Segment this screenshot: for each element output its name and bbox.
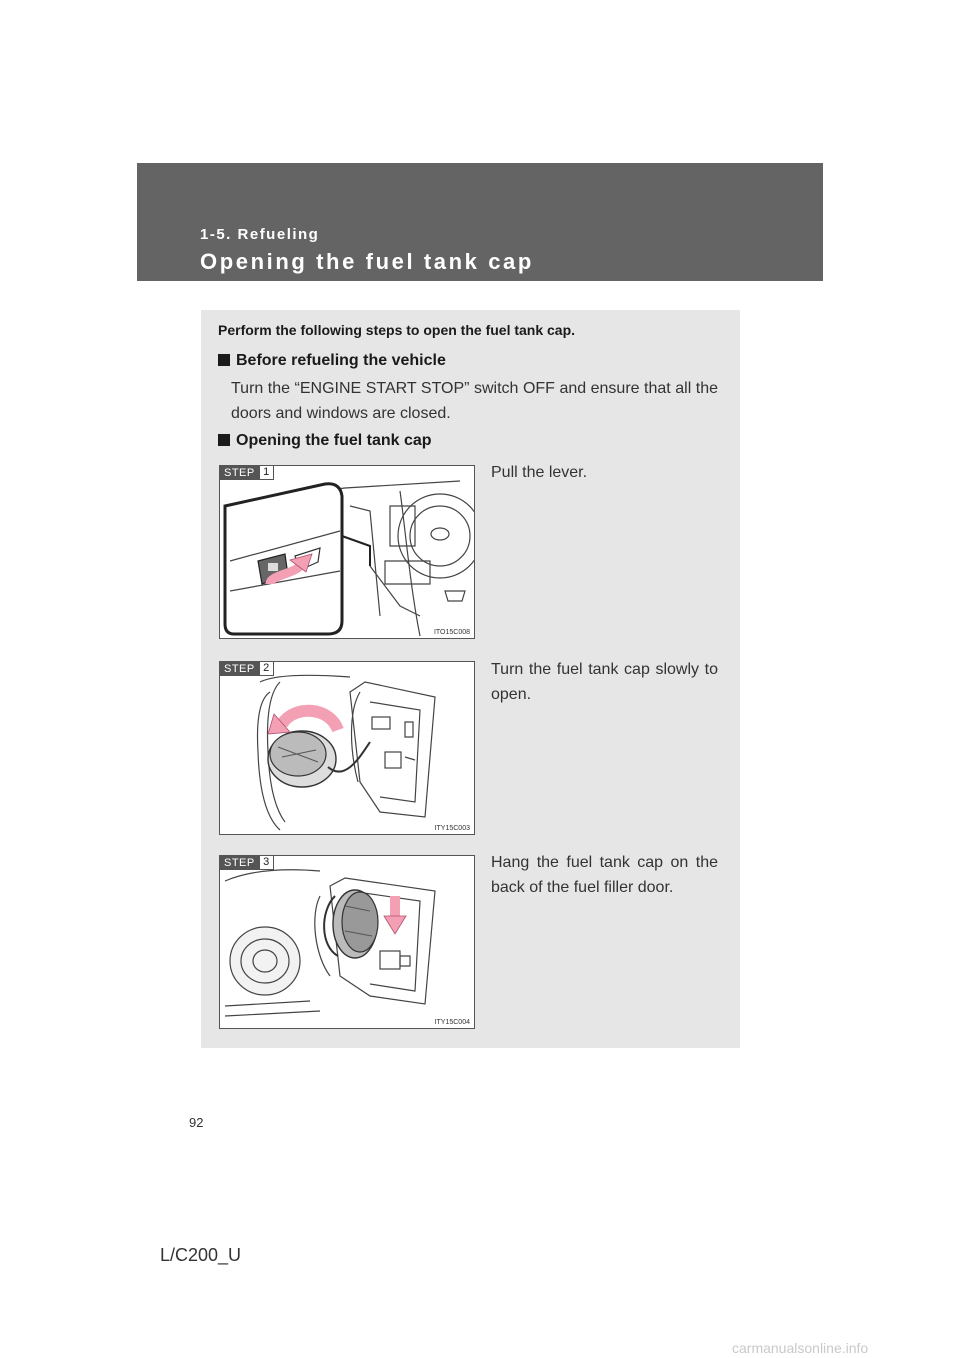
step-2-text: Turn the fuel tank cap slowly to open.	[491, 661, 718, 703]
fuel-cap-hang-illustration	[220, 856, 475, 1029]
square-bullet-icon	[218, 354, 230, 366]
step-1-figure	[219, 465, 475, 639]
opening-heading: Opening the fuel tank cap	[218, 432, 432, 450]
page-title: Opening the fuel tank cap	[200, 249, 534, 274]
fuel-cap-turn-illustration	[220, 662, 475, 835]
step-1-tag: STEP 1	[220, 466, 274, 480]
step-3-text: Hang the fuel tank cap on the back of the fuel filler door.	[491, 854, 718, 896]
model-code: L/C200_U	[160, 1245, 242, 1265]
lever-illustration	[220, 466, 475, 639]
before-refueling-text: Turn the “ENGINE START STOP” switch OFF and ensure that all the doors and windows are closed.	[231, 380, 718, 422]
page-number: 92	[189, 1115, 204, 1130]
watermark: carmanualsonline.info	[732, 1340, 869, 1356]
step-3-tag: STEP 3	[220, 856, 274, 870]
step-2-tag: STEP 2	[220, 662, 274, 676]
figure-code: ITO15C008	[433, 629, 470, 636]
step-2-figure	[219, 661, 475, 835]
intro-text: Perform the following steps to open the fuel tank cap.	[218, 322, 576, 338]
figure-code: ITY15C004	[434, 1019, 470, 1026]
figure-code: ITY15C003	[434, 825, 470, 832]
section-label: 1-5. Refueling	[200, 226, 320, 243]
step-3-figure	[219, 855, 475, 1029]
before-refueling-heading: Before refueling the vehicle	[218, 352, 446, 370]
square-bullet-icon	[218, 434, 230, 446]
step-1-text: Pull the lever.	[491, 464, 588, 481]
